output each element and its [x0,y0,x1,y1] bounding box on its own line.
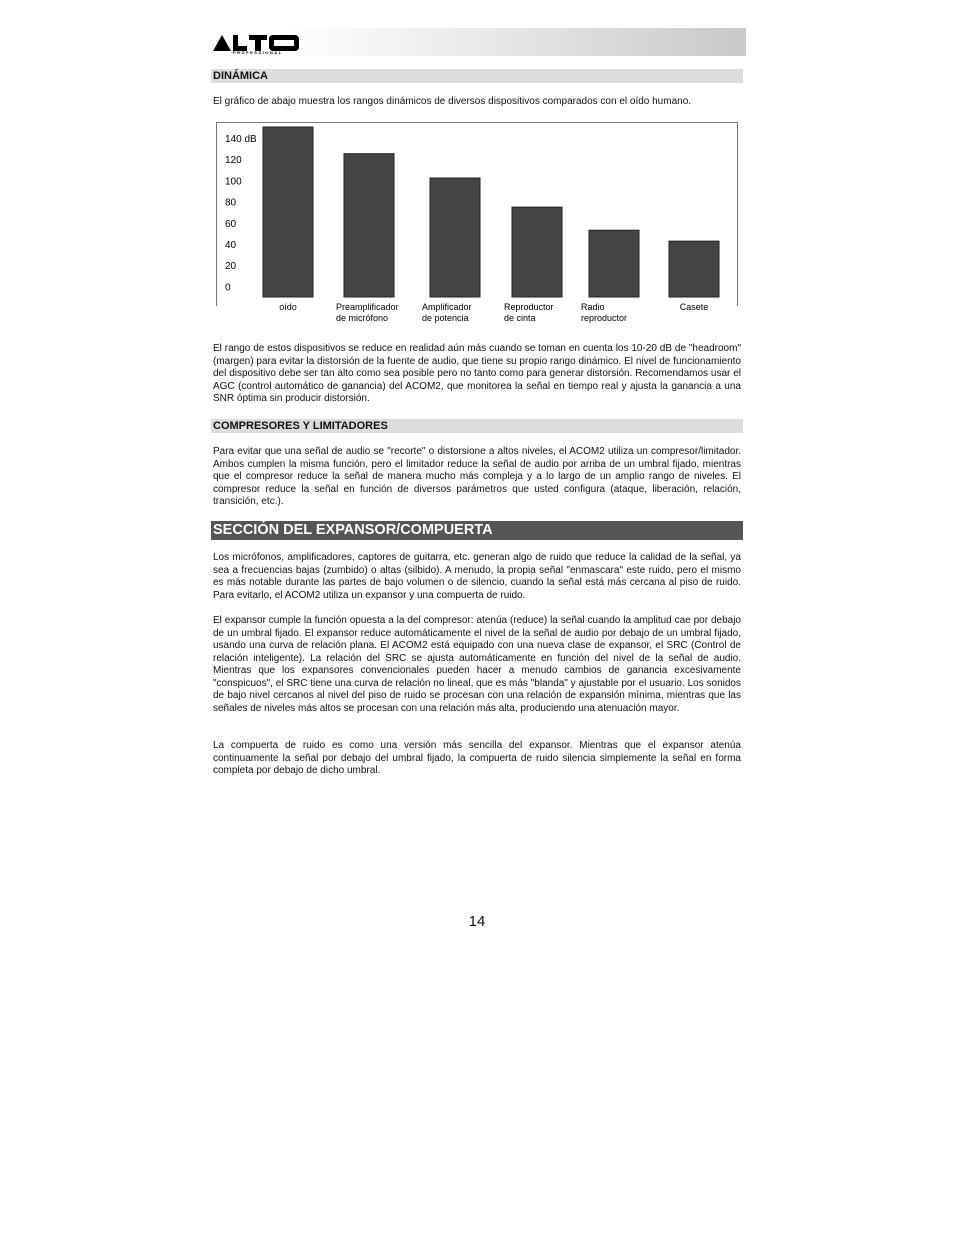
x-category-label: Radio reproductor [581,302,628,323]
logo-subtext: PROFESSIONAL [233,50,283,55]
chart-svg [216,122,738,332]
y-tick-label: 20 [225,261,237,273]
expansor-paragraph-1: Los micrófonos, amplificadores, captores de guitarra, etc. generan algo de ruido que reduce la calidad de la señal, ya sea a frecuencias bajas (zumbido) o altas (silbido). A menudo, la propia señal "enmascara" este ruido, pero el mismo es más notable durante las partes de bajo volumen o de silencio, cuando la señal está más cercana al piso de ruido. Para evitarlo, el ACOM2 utiliza un expansor y una compuerta de ruido. [213,552,741,601]
bar [430,178,480,297]
x-category-label: Amplificador de potencia [422,302,472,323]
section-header-expansor [211,521,743,540]
alto-logo [213,31,301,57]
compresores-text: Para evitar que una señal de audio se "recorte" o distorsione a altos niveles, el ACOM2 utiliza un compresor/limitador. Ambos cumplen la misma función, pero el limitador reduce la señal de audio por arriba de un umbral fijado, mientras que el compresor reduce la señal de manera mucho más compleja y a lo largo de un amplio rango de niveles. El compresor reduce la señal en función de diversos parámetros que usted configura (ataque, liberación, relación, transición, etc.). [213,446,741,507]
section-header-dinamica [211,69,743,83]
bar [512,207,562,297]
y-tick-label: 40 [225,240,237,251]
x-category-label: oído [279,302,297,312]
expansor-paragraph-2: El expansor cumple la función opuesta a la del compresor: atenúa (reduce) la señal cuando la amplitud cae por debajo de un umbral fijado. El expansor reduce automáticamente el nivel de la señal de audio por debajo de un umbral fijado, usando una curva de relación plana. El ACOM2 está equipado con una nueva clase de expansor, el SRC (Control de relación inteligente). La relación del SRC se ajusta automáticamente en función del nivel de la señal de audio. Mientras que los expansores convencionales pueden hacer a menudo cambios de ganancia excesivamente "conspicuos", el SRC tiene una curva de relación no lineal, que es más "blanda" y ajustable por el usuario. Los sonidos de bajo nivel cercanos al nivel del piso de ruido se procesan con una relación de expansión mínima, mientras que las señales de niveles más altos se procesan con una relación más alta, produciendo una atenuación mayor. [213,615,741,714]
x-category-label: Casete [679,302,709,312]
dinamica-after-chart: El rango de estos dispositivos se reduce en realidad aún más cuando se toman en cuenta los 10-20 dB de "headroom" (margen) para evitar la distorsión de la fuente de audio, que tiene su propio rango dinámico. El nivel de funcionamiento del dispositivo debe ser tan alto como sea posible pero no tanto como para generar distorsión. Recomendamos usar el AGC (control automático de ganancia) del ACOM2, que monitorea la señal en tiempo real y ajusta la ganancia a una SNR óptima sin producir distorsión. [213,343,741,404]
bar [344,154,394,297]
bar [669,241,719,297]
y-tick-label: 140 dB [225,134,257,145]
bar [589,230,639,297]
y-tick-label: 80 [225,197,237,209]
section-title: DINÁMICA [213,70,268,82]
section-title: SECCIÓN DEL EXPANSOR/COMPUERTA [213,522,493,538]
y-tick-label: 60 [225,218,237,230]
section-title: COMPRESORES Y LIMITADORES [213,420,388,432]
expansor-paragraph-3: La compuerta de ruido es como una versión más sencilla del expansor. Mientras que el expansor atenúa continuamente la señal por debajo del umbral fijado, la compuerta de ruido silencia simplemente la señal en forma completa por debajo de dicho umbral. [213,740,741,776]
x-category-label: Preamplificador de micrófono [336,302,399,323]
page-number: 14 [468,913,486,930]
dynamic-range-chart [216,122,738,323]
section-header-compresores [211,419,743,433]
bar [263,127,313,297]
x-category-label: Reproductor de cinta [504,302,554,323]
dinamica-intro: El gráfico de abajo muestra los rangos dinámicos de diversos dispositivos comparados con el oído humano. [213,96,692,107]
y-tick-label: 120 [225,155,242,167]
y-tick-label: 100 [225,176,242,188]
y-tick-label: 0 [225,282,231,294]
